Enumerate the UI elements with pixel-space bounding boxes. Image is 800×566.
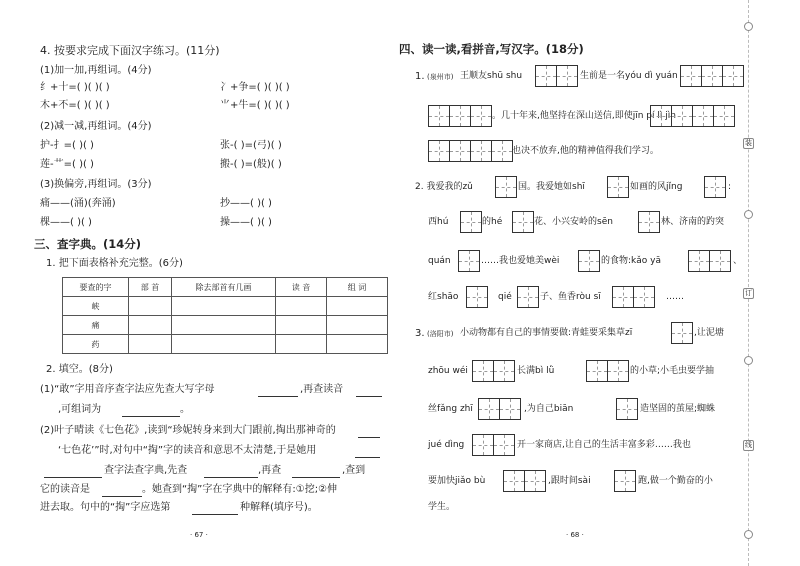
binding-mark: 线 <box>745 441 752 449</box>
tianzi-box[interactable] <box>458 250 480 272</box>
tianzi-box[interactable] <box>688 250 710 272</box>
q4-title: 4. 按要求完成下面汉字练习。(11分) <box>40 44 220 57</box>
binding-mark: 装 <box>745 139 752 147</box>
table-cell[interactable] <box>327 297 388 316</box>
table-char: 峡 <box>63 297 129 316</box>
q4-row: 痛——(涌)(奔涌) <box>40 198 116 209</box>
tianzi-box[interactable] <box>449 105 471 127</box>
q-text: 的hé <box>482 217 503 227</box>
table-cell[interactable] <box>172 316 276 335</box>
fill-text: ,查到 <box>342 465 366 476</box>
dict-q2: 2. 填空。(8分) <box>46 364 113 375</box>
fill-text: (1)“敢”字用音序查字法应先查大写字母 <box>40 384 215 395</box>
fill-blank[interactable] <box>102 496 142 497</box>
fill-blank[interactable] <box>292 477 340 478</box>
q-text: 要加快jiǎo bù <box>428 476 486 486</box>
dictionary-table <box>62 277 388 354</box>
tianzi-box[interactable] <box>556 65 578 87</box>
q-text: 生前是一名yóu dì yuán <box>580 71 678 81</box>
tianzi-box[interactable] <box>524 470 546 492</box>
tianzi-box[interactable] <box>517 286 539 308</box>
table-cell[interactable] <box>276 335 327 354</box>
fill-blank[interactable] <box>356 396 382 397</box>
binding-mark: 订 <box>745 289 752 297</box>
q4-row: 护-扌=( )( ) <box>40 140 94 151</box>
fill-blank[interactable] <box>192 514 238 515</box>
tianzi-box[interactable] <box>638 211 660 233</box>
q4-row: ⺌+牛=( )( )( ) <box>220 100 290 111</box>
tianzi-box[interactable] <box>704 176 726 198</box>
q-text: 丝fǎng zhī <box>428 404 473 414</box>
fill-text: 查字法查字典,先查 <box>104 465 188 476</box>
table-header: 要查的字 <box>63 278 129 297</box>
q-text: 林、济南的趵突 <box>661 217 725 227</box>
q-text: 长满bì lǜ <box>517 366 555 376</box>
q-text: 西hú <box>428 217 449 227</box>
tianzi-box[interactable] <box>616 398 638 420</box>
q4-row: 棵——( )( ) <box>40 217 92 228</box>
fill-blank[interactable] <box>204 477 258 478</box>
table-header: 除去部首有几画 <box>172 278 276 297</box>
q4-sub3: (3)换偏旁,再组词。(3分) <box>40 179 152 190</box>
tianzi-box[interactable] <box>650 105 672 127</box>
tianzi-box[interactable] <box>692 105 714 127</box>
q-text: 子、鱼香ròu sī <box>540 292 601 302</box>
source-tag: (洛阳市) <box>427 330 454 338</box>
tianzi-box[interactable] <box>499 398 521 420</box>
dict-q1: 1. 把下面表格补充完整。(6分) <box>46 258 183 269</box>
fill-text: ,可组词为 <box>58 404 102 415</box>
fill-text: ‘七色花’”时,对句中“掏”字的读音和意思不太清楚,于是她用 <box>58 445 317 456</box>
tianzi-box[interactable] <box>460 211 482 233</box>
q4-row: 搬-( )=(般)( ) <box>220 159 282 170</box>
tianzi-box[interactable] <box>428 140 450 162</box>
tianzi-box[interactable] <box>493 360 515 382</box>
fill-text: (2)叶子晴读《七色花》,读到“珍妮转身来到大门跟前,掏出那神奇的 <box>40 425 336 436</box>
q4-row: 张-( )=(弓)( ) <box>220 140 282 151</box>
fill-text: 。 <box>180 404 190 415</box>
tianzi-box[interactable] <box>449 140 471 162</box>
q4-row: 木+不=( )( )( ) <box>40 100 110 111</box>
table-cell[interactable] <box>327 316 388 335</box>
table-cell[interactable] <box>172 335 276 354</box>
tianzi-box[interactable] <box>586 360 608 382</box>
section-3-title: 三、查字典。(14分) <box>34 237 142 251</box>
tianzi-box[interactable] <box>503 470 525 492</box>
fill-blank[interactable] <box>122 416 180 417</box>
q-text: 国。我爱她如shī <box>518 182 585 192</box>
q-text: 如画的风jǐng <box>630 182 683 192</box>
q-text: ,为自己biān <box>524 404 574 414</box>
q-text: qié <box>498 292 512 302</box>
tianzi-box[interactable] <box>512 211 534 233</box>
tianzi-box[interactable] <box>466 286 488 308</box>
q-text: 。几十年来,他坚持在深山送信,即使jīn pí lì jìn <box>492 111 676 121</box>
tianzi-box[interactable] <box>701 65 723 87</box>
table-char: 痛 <box>63 316 129 335</box>
table-cell[interactable] <box>276 297 327 316</box>
q4-row: 抄——( )( ) <box>220 198 272 209</box>
tianzi-box[interactable] <box>607 176 629 198</box>
table-cell[interactable] <box>129 297 172 316</box>
q4-row: 冫+争=( )( )( ) <box>220 82 290 93</box>
q4-row: 莲-艹=( )( ) <box>40 159 94 170</box>
fill-text: 种解释(填序号)。 <box>240 502 318 513</box>
fill-text: 。她查到“掏”字在字典中的解释有:①挖;②伸 <box>142 484 338 495</box>
tianzi-box[interactable] <box>578 250 600 272</box>
q-text: 也决不放弃,他的精神值得我们学习。 <box>512 146 659 156</box>
section-4-title: 四、读一读,看拼音,写汉字。(18分) <box>399 42 584 56</box>
binding-hole <box>744 210 753 219</box>
q-text: 的小草;小毛虫要学抽 <box>630 366 715 376</box>
q-text: ……我也爱她美wèi <box>481 256 560 266</box>
q-text: 花、小兴安岭的sēn <box>534 217 613 227</box>
tianzi-box[interactable] <box>680 65 702 87</box>
binding-hole <box>744 22 753 31</box>
q-text: 、 <box>733 256 743 266</box>
q4-sub2: (2)减一减,再组词。(4分) <box>40 121 152 132</box>
tianzi-box[interactable] <box>633 286 655 308</box>
q-text: …… <box>666 292 684 302</box>
fill-text: ,再查读音 <box>300 384 344 395</box>
tianzi-box[interactable] <box>535 65 557 87</box>
q-text: 学生。 <box>428 502 456 512</box>
table-cell[interactable] <box>276 316 327 335</box>
tianzi-box[interactable] <box>713 105 735 127</box>
q-number: 3. <box>415 328 425 339</box>
q4-sub1: (1)加一加,再组词。(4分) <box>40 65 152 76</box>
table-char: 药 <box>63 335 129 354</box>
tianzi-box[interactable] <box>671 322 693 344</box>
q-text: 开一家商店,让自己的生活丰富多彩……我也 <box>517 440 691 450</box>
q-text: jué dìng <box>428 440 465 450</box>
q-text: zhōu wéi <box>428 366 468 376</box>
tianzi-box[interactable] <box>470 140 492 162</box>
source-tag: (泉州市) <box>427 73 454 81</box>
q4-row: 操——( )( ) <box>220 217 272 228</box>
page-number: · 67 · <box>190 531 208 539</box>
q-text: ,跟时间sài <box>548 476 591 486</box>
tianzi-box[interactable] <box>472 434 494 456</box>
tianzi-box[interactable] <box>614 470 636 492</box>
fill-blank[interactable] <box>44 477 102 478</box>
page-number: · 68 · <box>566 531 584 539</box>
fill-blank[interactable] <box>358 437 380 438</box>
tianzi-box[interactable] <box>478 398 500 420</box>
binding-line <box>748 0 749 566</box>
table-header: 组 词 <box>327 278 388 297</box>
q-number: 1. <box>415 71 425 82</box>
q-text: : <box>728 182 732 192</box>
tianzi-box[interactable] <box>709 250 731 272</box>
tianzi-box[interactable] <box>493 434 515 456</box>
tianzi-box[interactable] <box>612 286 634 308</box>
q-text: 王顺友shū shu <box>460 71 523 81</box>
tianzi-box[interactable] <box>671 105 693 127</box>
tianzi-box[interactable] <box>722 65 744 87</box>
table-cell[interactable] <box>129 316 172 335</box>
fill-text: 它的读音是 <box>40 484 90 495</box>
fill-blank[interactable] <box>258 396 298 397</box>
fill-text: ,再查 <box>258 465 282 476</box>
q-text: ,让泥塘 <box>694 328 724 338</box>
tianzi-box[interactable] <box>491 140 513 162</box>
tianzi-box[interactable] <box>495 176 517 198</box>
tianzi-box[interactable] <box>428 105 450 127</box>
q-text: 红shāo <box>428 292 459 302</box>
table-header: 读 音 <box>276 278 327 297</box>
q-text: 跑,做一个勤奋的小 <box>638 476 713 486</box>
q-text: 的食物:kǎo yā <box>601 256 661 266</box>
binding-hole <box>744 356 753 365</box>
table-cell[interactable] <box>172 297 276 316</box>
fill-blank[interactable] <box>355 457 380 458</box>
tianzi-box[interactable] <box>472 360 494 382</box>
q-text: 造坚固的茧屋;蜘蛛 <box>640 404 716 414</box>
table-cell[interactable] <box>129 335 172 354</box>
tianzi-box[interactable] <box>470 105 492 127</box>
fill-text: 进去取。句中的“掏”字应选第 <box>40 502 171 513</box>
tianzi-box[interactable] <box>607 360 629 382</box>
q4-row: 纟+十=( )( )( ) <box>40 82 110 93</box>
table-header: 部 首 <box>129 278 172 297</box>
q-text: quán <box>428 256 451 266</box>
binding-hole <box>744 530 753 539</box>
table-cell[interactable] <box>327 335 388 354</box>
q-text: 小动物都有自己的事情要做:青蛙要采集草zī <box>460 328 633 338</box>
q-text: 2. 我爱我的zǔ <box>415 182 473 192</box>
